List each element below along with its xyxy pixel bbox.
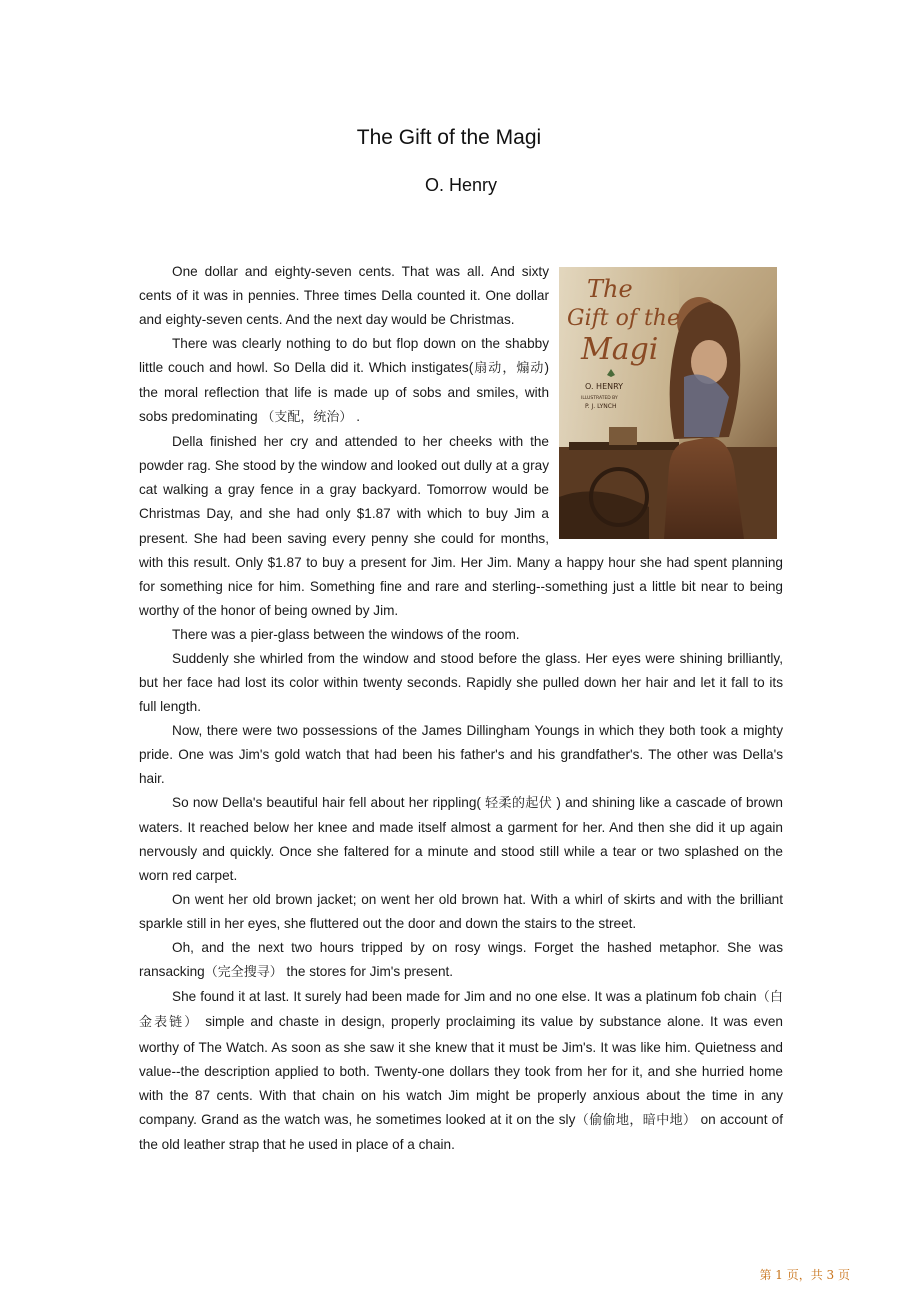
paragraph-10	[139, 985, 783, 1156]
paragraph-10-text-a: She found it at last. It surely had been made for Jim and no one else. It was a platinum fob chain	[172, 989, 757, 1005]
paragraph-9-text-a: Oh, and the next two hours tripped by on rosy wings. Forget the hashed metaphor. She was ransacking	[139, 940, 783, 980]
story-body	[139, 260, 783, 1157]
cover-title-line-2: Gift of the	[567, 306, 680, 331]
paragraph-10-text-b: simple and chaste in design, properly proclaiming its value by substance alone. It was even worthy of The Watch. As soon as she saw it she knew that it must be Jim's. It was like him. Quietness and value--the description applied to both. Twenty-one dollars they took from her for it, and she hurried home with the 87 cents. With that chain on his watch Jim might be properly anxious about the time in any company. Grand as the watch was, he sometimes looked at it on the sly	[139, 1014, 783, 1127]
paragraph-9	[139, 936, 783, 985]
paragraph-7	[139, 791, 783, 888]
paragraph-2-text-c: .	[352, 409, 360, 425]
gloss-rippling: 轻柔的起伏	[485, 796, 553, 812]
paragraph-4	[139, 623, 783, 647]
document-title: The Gift of the Magi	[356, 126, 542, 149]
gloss-sly: （偷偷地，暗中地）	[575, 1112, 697, 1128]
gloss-fob-chain: （白金表链）	[139, 990, 783, 1031]
paragraph-3-text: Della finished her cry and attended to her cheeks with the powder rag. She stood by the window and looked out dully at a gray cat walking a gray fence in a gray backyard. Tomorrow would be Christmas Day, and she had only $1.87 with which to buy Jim a present. She had been saving every penny she could for months, with this result. Only $1.87 to buy a present for Jim. Her Jim. Many a happy hour she had spent planning for something nice for him. Something fine and rare and sterling--something just a little bit near to being worthy of the honor of being owned by Jim.	[139, 434, 783, 618]
paragraph-5	[139, 647, 783, 719]
paragraph-8	[139, 888, 783, 936]
paragraph-6-text: Now, there were two possessions of the James Dillingham Youngs in which they both took a mighty pride. One was Jim's gold watch that had been his father's and his grandfather's. The other was Della's hair.	[139, 722, 783, 786]
paragraph-8-text: On went her old brown jacket; on went her old brown hat. With a whirl of skirts and with the brilliant sparkle still in her eyes, she fluttered out the door and down the stairs to the street.	[139, 892, 783, 932]
cover-author: O. HENRY	[585, 382, 624, 391]
paragraph-6	[139, 719, 783, 791]
paragraph-7-text-a: So now Della's beautiful hair fell about her rippling(	[172, 795, 486, 811]
cover-illustrator: P. J. LYNCH	[585, 403, 617, 410]
paragraph-9-text-b: the stores for Jim's present.	[282, 964, 454, 980]
paragraph-10-text-c: on account of the old leather strap that he used in place of a chain.	[139, 1111, 783, 1152]
paragraph-2-text-b: ) the moral reflection that life is made up of sobs and smiles, with sobs predominating	[139, 360, 549, 425]
paragraph-4-text: There was a pier-glass between the windows of the room.	[172, 626, 520, 642]
cover-illustrated-by: ILLUSTRATED BY	[581, 396, 618, 401]
paragraph-7-text-b: ) and shining like a cascade of brown waters. It reached below her knee and made itself almost a garment for her. And then she did it up again nervously and quickly. Once she faltered for a minute and stood still while a tear or two splashed on the worn red carpet.	[139, 795, 783, 884]
page-number-footer: 第 1 页，共 3 页	[759, 1268, 850, 1282]
paragraph-5-text: Suddenly she whirled from the window and stood before the glass. Her eyes were shining brilliantly, but her face had lost its color within twenty seconds. Rapidly she pulled down her hair and let it fall to its full length.	[139, 650, 783, 714]
cover-title-line-1: The	[587, 275, 633, 303]
image-float-spacer	[549, 260, 783, 550]
paragraph-1-text: One dollar and eighty-seven cents. That was all. And sixty cents of it was in pennies. Three times Della counted it. One dollar and eighty-seven cents. And the next day would be Christmas.	[139, 264, 549, 328]
cover-title-line-3: Magi	[581, 332, 659, 367]
gloss-ransacking: （完全搜寻）	[204, 965, 283, 981]
gloss-predominating: （支配，统治）	[261, 410, 353, 426]
gloss-instigates: 扇动，煽动	[473, 361, 545, 377]
paragraph-2-text-a: There was clearly nothing to do but flop down on the shabby little couch and howl. So Della did it. Which instigates(	[139, 336, 549, 376]
document-author: O. Henry	[424, 175, 498, 195]
